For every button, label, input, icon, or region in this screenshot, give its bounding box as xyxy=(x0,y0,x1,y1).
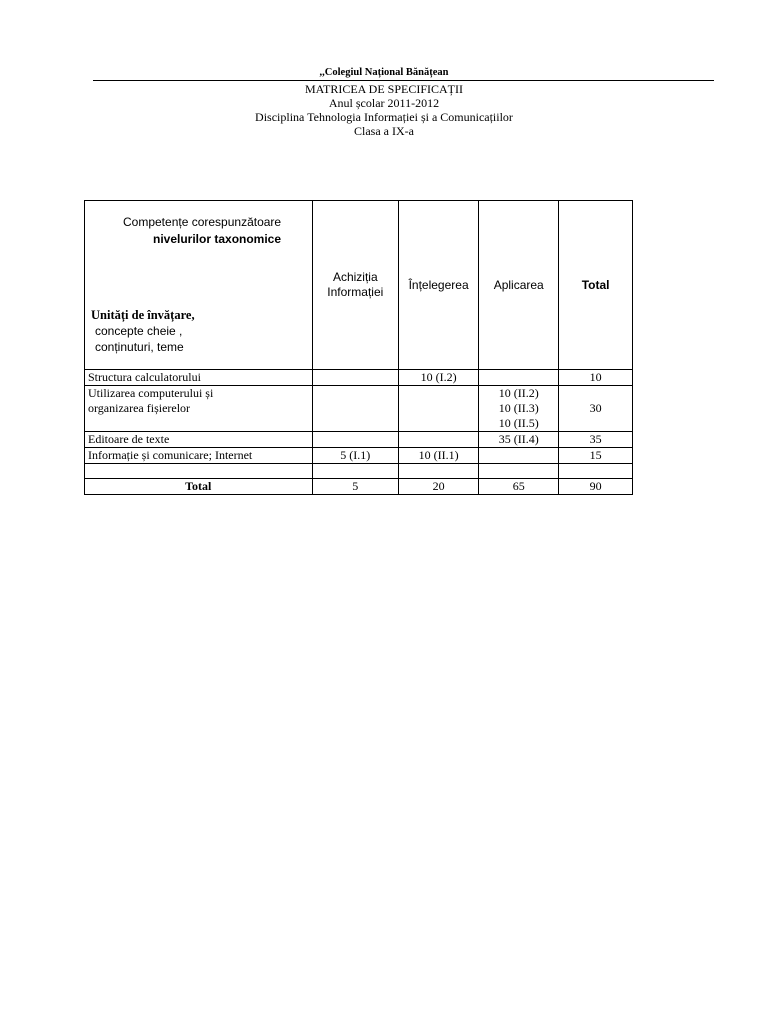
achizitia-total: 5 xyxy=(312,479,399,495)
intelegerea-cell: 10 (II.1) xyxy=(399,448,479,464)
aplicarea-cell xyxy=(479,370,559,386)
learning-units-label: Unități de învățare, xyxy=(91,308,195,322)
column-header-aplicarea: Aplicarea xyxy=(479,201,559,370)
key-concepts-label: concepte cheie , xyxy=(95,324,183,338)
table-header-row xyxy=(85,201,633,370)
achizitia-cell xyxy=(312,370,399,386)
header-rule xyxy=(93,80,714,81)
intelegerea-cell xyxy=(399,386,479,432)
document-title: MATRICEA DE SPECIFICAȚII xyxy=(304,82,463,96)
unit-cell: Informație și comunicare; Internet xyxy=(85,448,313,464)
aplicarea-cell xyxy=(479,448,559,464)
aplicarea-cell: 10 (II.2) 10 (II.3) 10 (II.5) xyxy=(479,386,559,432)
competences-label: Competențe corespunzătoare xyxy=(123,215,282,229)
intelegerea-total: 20 xyxy=(399,479,479,495)
grand-total: 90 xyxy=(559,479,633,495)
school-year: Anul școlar 2011-2012 xyxy=(328,96,440,110)
total-cell: 15 xyxy=(559,448,633,464)
totals-label: Total xyxy=(85,479,313,495)
specification-matrix xyxy=(84,200,633,495)
total-cell: 10 xyxy=(559,370,633,386)
intelegerea-cell xyxy=(399,432,479,448)
achizitia-cell: 5 (I.1) xyxy=(312,448,399,464)
table-row xyxy=(85,448,633,464)
intelegerea-cell: 10 (I.2) xyxy=(399,370,479,386)
aplicarea-cell: 35 (II.4) xyxy=(479,432,559,448)
total-cell: 30 xyxy=(559,386,633,432)
achizitia-cell xyxy=(312,432,399,448)
taxonomic-levels-label: nivelurilor taxonomice xyxy=(153,232,282,246)
total-cell: 35 xyxy=(559,432,633,448)
table-row xyxy=(85,432,633,448)
empty-row xyxy=(85,464,633,479)
aplicarea-total: 65 xyxy=(479,479,559,495)
totals-row xyxy=(85,479,633,495)
achizitia-cell xyxy=(312,386,399,432)
discipline: Disciplina Tehnologia Informației și a Comunicațiilor xyxy=(255,110,513,124)
corner-header-cell xyxy=(85,201,313,370)
table-row xyxy=(85,386,633,432)
unit-cell: Utilizarea computerului și organizarea fișierelor xyxy=(85,386,313,432)
table-row xyxy=(85,370,633,386)
unit-cell: Structura calculatorului xyxy=(85,370,313,386)
column-header-achizitia: Achiziția Informației xyxy=(312,201,399,370)
class-level: Clasa a IX-a xyxy=(354,124,414,138)
school-name: ,,Colegiul Național Bănățean xyxy=(319,67,449,78)
unit-cell: Editoare de texte xyxy=(85,432,313,448)
contents-label: conținuturi, teme xyxy=(95,340,184,354)
column-header-total: Total xyxy=(559,201,633,370)
column-header-intelegerea: Înțelegerea xyxy=(399,201,479,370)
